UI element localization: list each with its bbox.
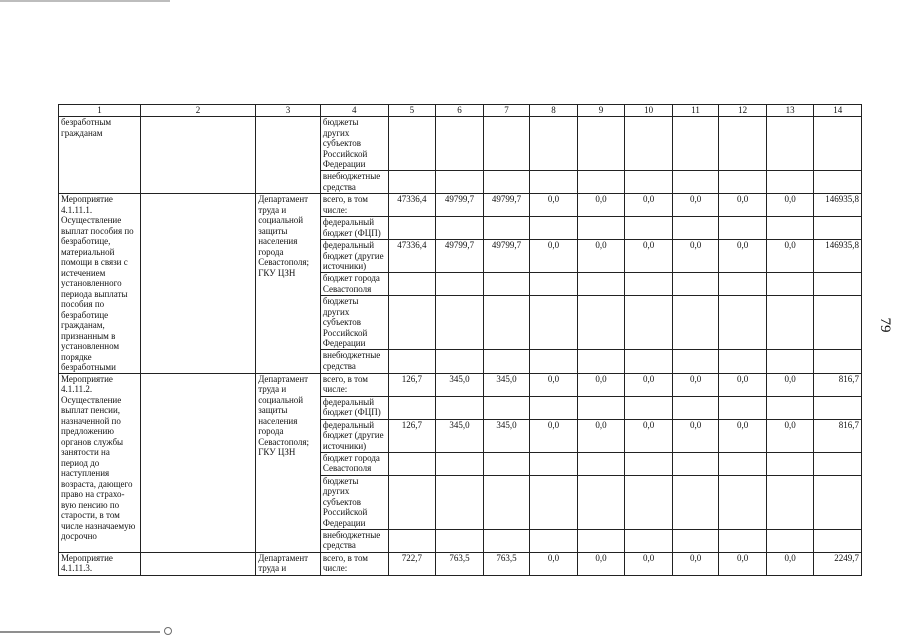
value-cell: 0,0: [766, 552, 814, 575]
value-cell: 763,5: [436, 552, 484, 575]
value-cell: 0,0: [766, 194, 814, 217]
value-cell: 49799,7: [436, 240, 484, 273]
col-header: 13: [766, 105, 814, 117]
value-cell: 0,0: [530, 194, 578, 217]
value-cell: 0,0: [719, 373, 767, 396]
value-cell: 0,0: [625, 373, 673, 396]
funding-source: всего, в том числе:: [320, 552, 388, 575]
value-cell: 49799,7: [483, 194, 530, 217]
funding-source: бюджет города Севастополя: [320, 452, 388, 475]
col-header: 12: [719, 105, 767, 117]
table-row: [59, 373, 862, 396]
col-header: 9: [577, 105, 625, 117]
value-cell: 126,7: [388, 373, 436, 396]
value-cell: 345,0: [436, 419, 484, 452]
funding-source: бюджет города Севастополя: [320, 273, 388, 296]
funding-source: внебюджетные средства: [320, 529, 388, 552]
value-cell: 2249,7: [814, 552, 862, 575]
empty-cell: [140, 373, 255, 552]
value-cell: 0,0: [672, 419, 719, 452]
value-cell: 0,0: [672, 552, 719, 575]
value-cell: 0,0: [577, 194, 625, 217]
executor-cell: [256, 117, 321, 194]
activity-description: Мероприятие 4.1.11.3.: [59, 552, 141, 575]
value-cell: 126,7: [388, 419, 436, 452]
col-header: 2: [140, 105, 255, 117]
empty-cell: [140, 117, 255, 194]
funding-source: внебюджетные средства: [320, 171, 388, 194]
page-number: 79: [877, 317, 893, 333]
scan-artifact-dot: [164, 627, 172, 635]
value-cell: 0,0: [719, 240, 767, 273]
col-header: 10: [625, 105, 673, 117]
scan-artifact-bottom: [0, 631, 160, 633]
value-cell: 0,0: [577, 240, 625, 273]
col-header: 3: [256, 105, 321, 117]
value-cell: 0,0: [719, 194, 767, 217]
value-cell: 345,0: [483, 419, 530, 452]
value-cell: 763,5: [483, 552, 530, 575]
value-cell: 0,0: [577, 419, 625, 452]
value-cell: 0,0: [719, 552, 767, 575]
table-row: [59, 552, 862, 575]
executor-cell: Департамент труда и: [256, 552, 321, 575]
funding-source: федеральный бюджет (ФЦП): [320, 217, 388, 240]
funding-source: федеральный бюджет (другие источники): [320, 419, 388, 452]
value-cell: 0,0: [530, 419, 578, 452]
value-cell: 0,0: [625, 419, 673, 452]
executor-cell: Департамент труда и социальной защиты населения города Севастополя; ГКУ ЦЗН: [256, 373, 321, 552]
col-header: 6: [436, 105, 484, 117]
executor-cell: Департамент труда и социальной защиты населения города Севастополя; ГКУ ЦЗН: [256, 194, 321, 374]
funding-source: бюджеты других субъектов Российской Федерации: [320, 475, 388, 529]
col-header: 14: [814, 105, 862, 117]
table-row: [59, 194, 862, 217]
activity-description: Мероприятие 4.1.11.1. Осуществление выплат пособия по безработице, материальной помощи в связи с истечением установленного периода выплаты пособия по безработице гражданам, признанным в установленном порядке безработными: [59, 194, 141, 374]
value-cell: 0,0: [625, 194, 673, 217]
value-cell: 345,0: [483, 373, 530, 396]
empty-cell: [140, 194, 255, 374]
value-cell: 0,0: [766, 419, 814, 452]
value-cell: 0,0: [625, 552, 673, 575]
col-header: 5: [388, 105, 436, 117]
value-cell: 146935,8: [814, 194, 862, 217]
value-cell: 345,0: [436, 373, 484, 396]
value-cell: 0,0: [577, 373, 625, 396]
funding-source: всего, в том числе:: [320, 194, 388, 217]
col-header: 7: [483, 105, 530, 117]
value-cell: 0,0: [719, 419, 767, 452]
value-cell: 47336,4: [388, 194, 436, 217]
funding-source: внебюджетные средства: [320, 350, 388, 373]
value-cell: 816,7: [814, 419, 862, 452]
value-cell: 0,0: [530, 240, 578, 273]
col-header: 4: [320, 105, 388, 117]
value-cell: 0,0: [625, 240, 673, 273]
funding-source: федеральный бюджет (ФЦП): [320, 396, 388, 419]
table-row: [59, 117, 862, 171]
value-cell: 722,7: [388, 552, 436, 575]
funding-source: бюджеты других субъектов Российской Федерации: [320, 117, 388, 171]
value-cell: 0,0: [766, 373, 814, 396]
funding-source: всего, в том числе:: [320, 373, 388, 396]
value-cell: 49799,7: [483, 240, 530, 273]
col-header: 8: [530, 105, 578, 117]
value-cell: 0,0: [672, 373, 719, 396]
value-cell: 0,0: [672, 194, 719, 217]
empty-cell: [140, 552, 255, 575]
funding-source: федеральный бюджет (другие источники): [320, 240, 388, 273]
value-cell: 0,0: [530, 373, 578, 396]
scan-artifact-top: [0, 0, 170, 2]
value-cell: 47336,4: [388, 240, 436, 273]
value-cell: 0,0: [672, 240, 719, 273]
value-cell: 0,0: [530, 552, 578, 575]
value-cell: 0,0: [766, 240, 814, 273]
value-cell: 49799,7: [436, 194, 484, 217]
col-header: 11: [672, 105, 719, 117]
activity-description: Мероприятие 4.1.11.2. Осуществление выплат пенсии, назначенной по предложению органов службы занятости на период до наступления возраста, дающего право на страхо-вую пенсию по старости, в том числе назначаемую досрочно: [59, 373, 141, 552]
column-number-row: [59, 105, 862, 117]
col-header: 1: [59, 105, 141, 117]
funding-source: бюджеты других субъектов Российской Федерации: [320, 296, 388, 350]
value-cell: 816,7: [814, 373, 862, 396]
value-cell: 0,0: [577, 552, 625, 575]
budget-table: [58, 104, 862, 576]
value-cell: 146935,8: [814, 240, 862, 273]
activity-description: безработным гражданам: [59, 117, 141, 194]
